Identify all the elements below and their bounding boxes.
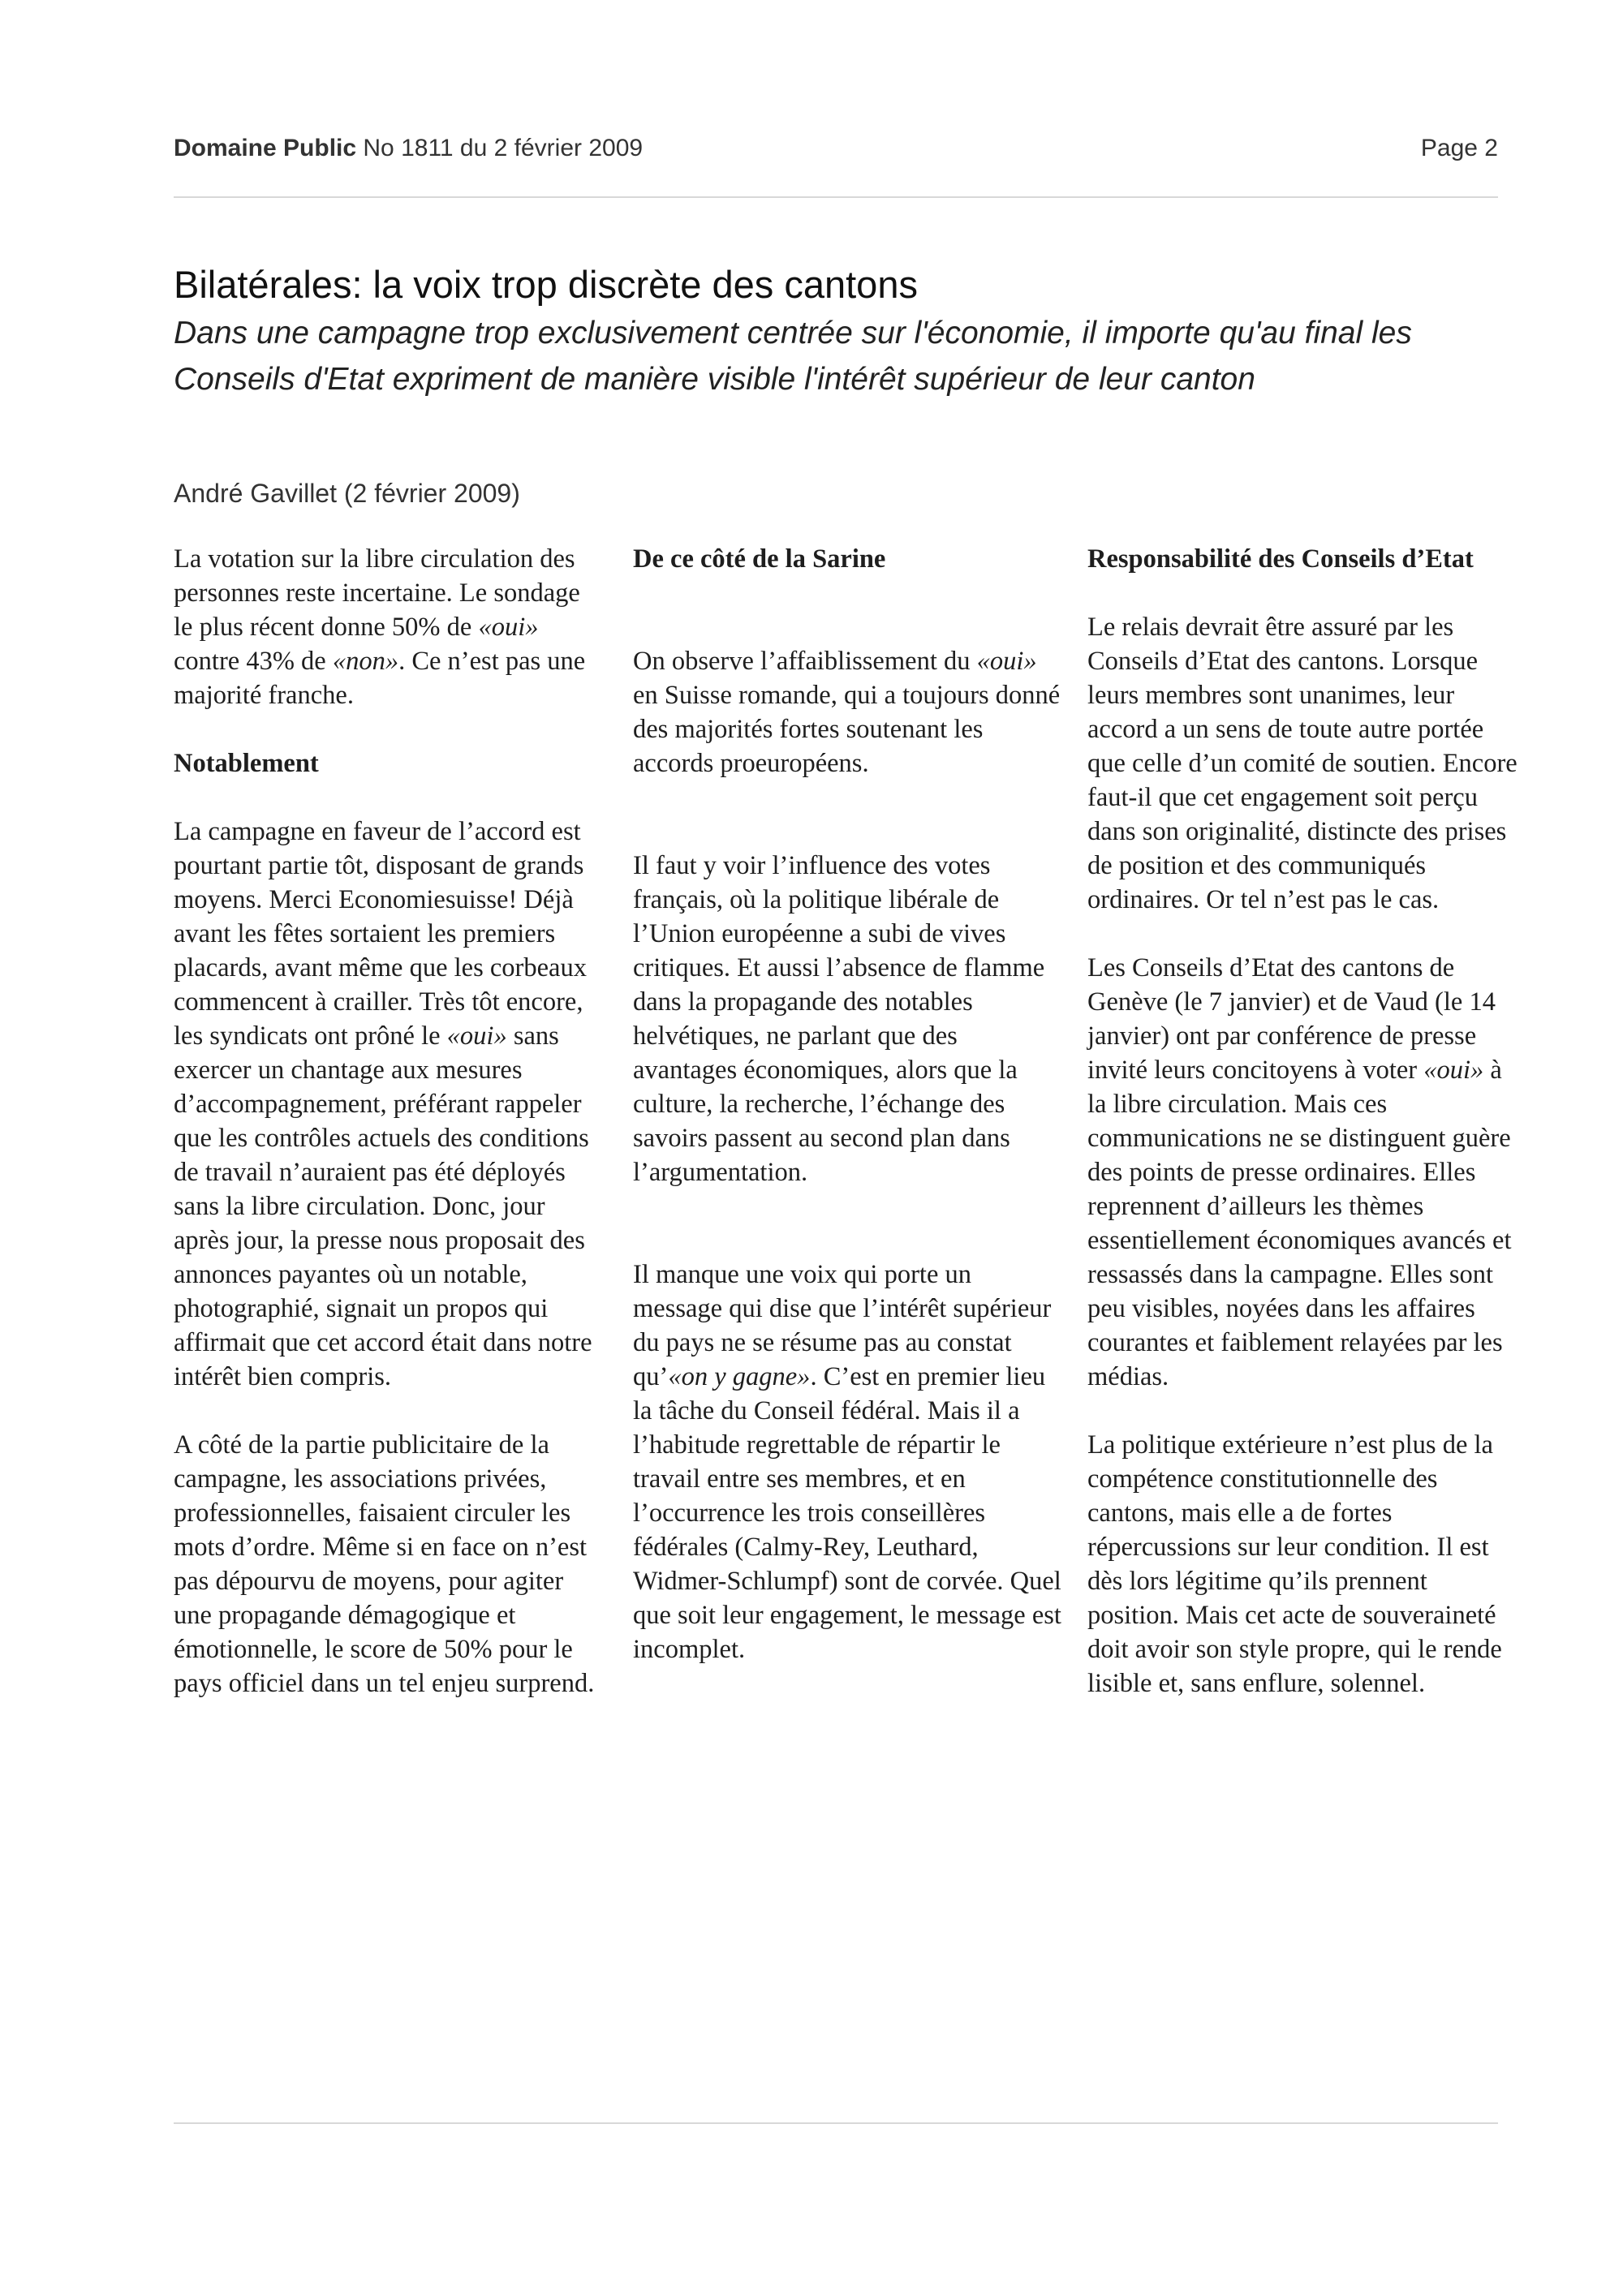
column-3 (1087, 542, 1518, 1735)
publication-info (174, 135, 643, 162)
quote-oui: «oui» (478, 613, 539, 642)
paragraph (633, 1258, 1063, 1666)
paragraph (633, 644, 1063, 780)
quote-oui: «oui» (1423, 1056, 1484, 1085)
publication-name: Domaine Public (174, 135, 357, 161)
article-byline: André Gavillet (2 février 2009) (174, 479, 520, 508)
article-subtitle: Dans une campagne trop exclusivement centrée sur l'économie, il importe qu'au final les Conseils d'Etat expriment de manière visible l'intérêt supérieur de leur canton (174, 316, 1412, 397)
header-divider (174, 196, 1498, 198)
text-run: sans exercer un chantage aux mesures d’accompagnement, préférant rappeler que les contrôles actuels des conditions de travail n’auraient pas été déployés sans la libre circulation. Donc, jour après jour, la presse nous proposait des annonces payantes où un notable, photographié, signait un propos qui affirmait que cet accord était dans notre intérêt bien compris. (174, 1021, 592, 1391)
text-run: . C’est en premier lieu la tâche du Conseil fédéral. Mais il a l’habitude regrettable de répartir le travail entre ses membres, et en l’occurrence les trois conseillères fédérales (Calmy-Rey, Leuthard, Widmer-Schlumpf) sont de corvée. Quel que soit leur engagement, le message est incomplet. (633, 1362, 1061, 1664)
column-1 (174, 542, 604, 1735)
text-run: Il manque une voix qui porte un message qui dise que l’intérêt supérieur du pays ne se résume pas au constat qu’ (633, 1260, 1052, 1391)
text-run: Les Conseils d’Etat des cantons de Genève (le 7 janvier) et de Vaud (le 14 janvier) ont par conférence de presse invité leurs concitoyens à voter (1087, 953, 1496, 1085)
text-run: On observe l’affaiblissement du (633, 647, 977, 676)
paragraph (174, 542, 604, 712)
section-heading-responsabilite: Responsabilité des Conseils d’Etat (1087, 544, 1474, 574)
quote-oui: «oui» (976, 647, 1037, 676)
paragraph: Il faut y voir l’influence des votes français, où la politique libérale de l’Union européenne a subi de vives critiques. Et aussi l’absence de flamme dans la propagande des notables helvétiques, ne parlant que des avantages économiques, alors que la culture, la recherche, l’échange des savoirs passent au second plan dans l’argumentation. (633, 851, 1045, 1187)
article-title: Bilatérales: la voix trop discrète des cantons (174, 263, 918, 306)
section-heading-notablement: Notablement (174, 749, 319, 778)
text-run: à la libre circulation. Mais ces communications ne se distinguent guère des points de presse ordinaires. Elles reprennent d’ailleurs les thèmes essentiellement économiques avancés et ressassés dans la campagne. Elles sont peu visibles, noyées dans les affaires courantes et faiblement relayées par les médias. (1087, 1056, 1512, 1391)
text-run: contre 43% de (174, 647, 333, 676)
text-run: . Ce n’est pas une majorité franche. (174, 647, 586, 710)
page-number: Page 2 (1420, 135, 1498, 161)
quote-non: «non» (332, 647, 399, 676)
issue-number: No 1811 du 2 février 2009 (363, 135, 644, 161)
page-header (174, 135, 1498, 170)
quote-oui: «oui» (446, 1021, 507, 1051)
text-run: La votation sur la libre circulation des personnes reste incertaine. Le sondage le plus récent donne 50% de (174, 544, 580, 642)
paragraph: La politique extérieure n’est plus de la compétence constitutionnelle des cantons, mais elle a de fortes répercussions sur leur condition. Il est dès lors légitime qu’ils prennent position. Mais cet acte de souveraineté doit avoir son style propre, qui le rende lisible et, sans enflure, solennel. (1087, 1430, 1502, 1698)
quote-on-y-gagne: «on y gagne» (668, 1362, 811, 1391)
paragraph: A côté de la partie publicitaire de la campagne, les associations privées, professionnelles, faisaient circuler les mots d’ordre. Même si en face on n’est pas dépourvu de moyens, pour agiter une propagande démagogique et émotionnelle, le score de 50% pour le pays officiel dans un tel enjeu surprend. (174, 1430, 595, 1698)
paragraph (174, 815, 604, 1394)
section-heading-sarine: De ce côté de la Sarine (633, 544, 886, 574)
text-run: La campagne en faveur de l’accord est pourtant partie tôt, disposant de grands moyens. Merci Economiesuisse! Déjà avant les fêtes sortaient les premiers placards, avant même que les corbeaux commencent à crailler. Très tôt encore, les syndicats ont prôné le (174, 817, 587, 1051)
text-run: en Suisse romande, qui a toujours donné des majorités fortes soutenant les accords proeuropéens. (633, 681, 1061, 778)
column-2 (633, 542, 1063, 1701)
paragraph: Le relais devrait être assuré par les Conseils d’Etat des cantons. Lorsque leurs membres sont unanimes, leur accord a un sens de toute autre portée que celle d’un comité de soutien. Encore faut-il que cet engagement soit perçu dans son originalité, distincte des prises de position et des communiqués ordinaires. Or tel n’est pas le cas. (1087, 613, 1518, 914)
paragraph (1087, 951, 1518, 1394)
footer-divider (174, 2122, 1498, 2124)
